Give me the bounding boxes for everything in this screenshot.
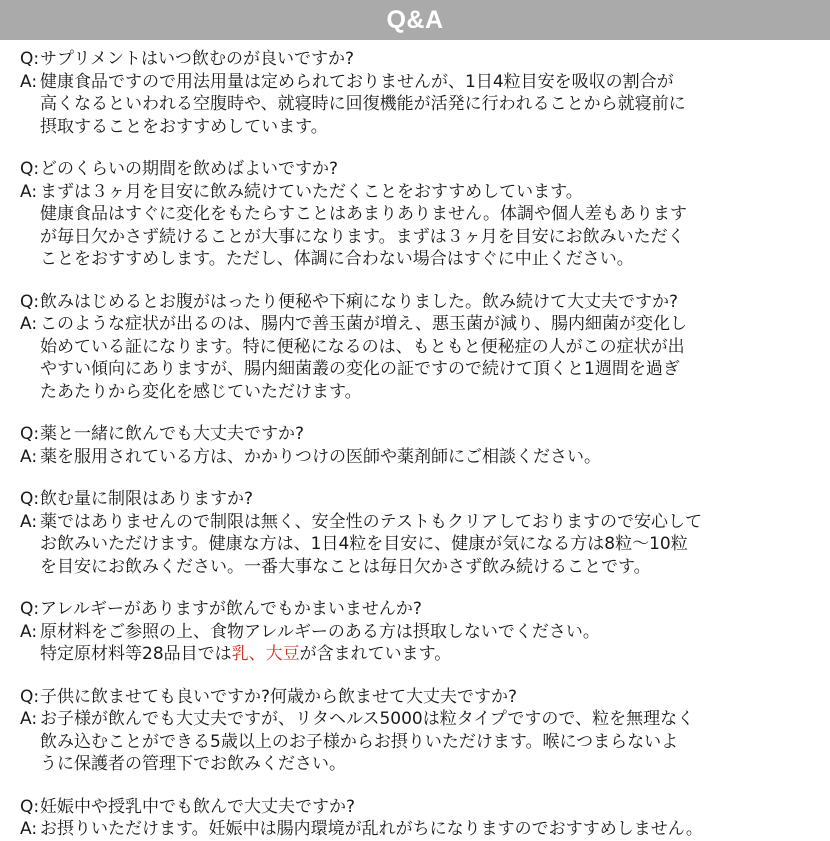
answer-text bbox=[40, 621, 828, 666]
qa-item bbox=[20, 158, 830, 271]
question-row bbox=[20, 158, 830, 181]
answer-line: を目安にお飲みください。一番大事なことは毎日欠かさず飲み続けることです。 bbox=[40, 556, 651, 577]
qa-item bbox=[20, 423, 830, 468]
question-tag: Q: bbox=[20, 489, 40, 509]
answer-row bbox=[20, 313, 830, 403]
question-tag: Q: bbox=[20, 686, 40, 707]
qa-item bbox=[20, 796, 830, 841]
answer-line: 始めている証になります。特に便秘になるのは、もともと便秘症の人がこの症状が出 bbox=[40, 336, 685, 357]
answer-tag: A: bbox=[20, 709, 38, 729]
answer-text bbox=[40, 818, 828, 841]
answer-tag: A: bbox=[20, 511, 38, 532]
page-title: Q&A bbox=[386, 5, 444, 34]
allergen-highlight: 乳、大豆 bbox=[231, 644, 300, 664]
answer-line: ことをおすすめします。ただし、体調に合わない場合はすぐに中止ください。 bbox=[40, 249, 634, 269]
question-text: アレルギーがありますが飲んでもかまいませんか? bbox=[40, 599, 422, 619]
answer-tag: A: bbox=[20, 446, 38, 467]
question-row bbox=[20, 796, 830, 819]
answer-row bbox=[20, 71, 830, 139]
answer-text bbox=[40, 708, 828, 776]
answer-line: 摂取することをおすすめしています。 bbox=[40, 116, 328, 137]
answer-line: 健康食品はすぐに変化をもたらすことはあまりありません。体調や個人差もあります bbox=[40, 204, 688, 224]
question-row bbox=[20, 686, 830, 709]
question-tag: Q: bbox=[20, 796, 40, 817]
answer-row bbox=[20, 818, 830, 841]
answer-line: やすい傾向にありますが、腸内細菌叢の変化の証ですので続けて頂くと1週間を過ぎ bbox=[40, 359, 680, 379]
answer-row bbox=[20, 511, 830, 579]
answer-tag: A: bbox=[20, 621, 38, 642]
answer-line bbox=[40, 643, 828, 666]
answer-text bbox=[40, 511, 828, 579]
answer-tag: A: bbox=[20, 819, 38, 839]
question-tag: Q: bbox=[20, 424, 40, 444]
answer-row bbox=[20, 446, 830, 469]
answer-line: 飲み込むことができる5歳以上のお子様からお摂りいただけます。喉につまらないよ bbox=[40, 731, 679, 752]
answer-line: が毎日欠かさず続けることが大事になります。まずは３ヶ月を目安にお飲みいただく bbox=[40, 226, 685, 247]
answer-line: このような症状が出るのは、腸内で善玉菌が増え、悪玉菌が減り、腸内細菌が変化し bbox=[40, 314, 688, 334]
question-tag: Q: bbox=[20, 159, 40, 179]
qa-item bbox=[20, 686, 830, 776]
answer-text bbox=[40, 181, 828, 271]
qa-header-bar bbox=[0, 0, 830, 40]
question-row bbox=[20, 598, 830, 621]
answer-line: 高くなるといわれる空腹時や、就寝時に回復機能が活発に行われることから就寝前に bbox=[40, 94, 686, 114]
answer-line: 薬ではありませんので制限は無く、安全性のテストもクリアしておりますので安心して bbox=[40, 511, 702, 532]
answer-line: お摂りいただけます。妊娠中は腸内環境が乱れがちになりますのでおすすめしません。 bbox=[40, 819, 703, 839]
answer-text bbox=[40, 446, 828, 469]
question-row bbox=[20, 488, 830, 511]
answer-line-text: が含まれています。 bbox=[299, 644, 452, 664]
answer-line: 薬を服用されている方は、かかりつけの医師や薬剤師にご相談ください。 bbox=[40, 446, 601, 467]
question-text: 妊娠中や授乳中でも飲んで大丈夫ですか? bbox=[40, 796, 356, 817]
answer-line: 健康食品ですので用法用量は定められておりませんが、1日4粒目安を吸収の割合が bbox=[40, 71, 674, 92]
question-text: 飲む量に制限はありますか? bbox=[40, 489, 254, 509]
question-text: サプリメントはいつ飲むのが良いですか? bbox=[40, 49, 355, 69]
question-text: 飲みはじめるとお腹がはったり便秘や下痢になりました。飲み続けて大丈夫ですか? bbox=[40, 291, 679, 312]
answer-tag: A: bbox=[20, 71, 38, 92]
answer-line: うに保護者の管理下でお飲みください。 bbox=[40, 754, 346, 774]
answer-line: お子様が飲んでも大丈夫ですが、リタヘルス5000は粒タイプですので、粒を無理なく bbox=[40, 709, 695, 729]
qa-item bbox=[20, 291, 830, 404]
answer-row bbox=[20, 621, 830, 666]
answer-line-text: 特定原材料等28品目では bbox=[40, 644, 232, 664]
qa-item bbox=[20, 598, 830, 666]
answer-line: まずは３ヶ月を目安に飲み続けていただくことをおすすめしています。 bbox=[40, 181, 583, 202]
question-text: 子供に飲ませても良いですか?何歳から飲ませて大丈夫ですか? bbox=[40, 686, 518, 707]
answer-tag: A: bbox=[20, 181, 38, 202]
answer-line: お飲みいただけます。健康な方は、1日4粒を目安に、健康が気になる方は8粒～10粒 bbox=[40, 534, 688, 554]
qa-list bbox=[0, 40, 830, 841]
question-tag: Q: bbox=[20, 599, 40, 619]
question-row bbox=[20, 291, 830, 314]
answer-text bbox=[40, 313, 828, 403]
question-text: どのくらいの期間を飲めばよいですか? bbox=[40, 159, 339, 179]
answer-line: 原材料をご参照の上、食物アレルギーのある方は摂取しないでください。 bbox=[40, 621, 600, 642]
question-tag: Q: bbox=[20, 49, 40, 69]
question-text: 薬と一緒に飲んでも大丈夫ですか? bbox=[40, 424, 305, 444]
question-row bbox=[20, 48, 830, 71]
question-row bbox=[20, 423, 830, 446]
answer-line: たあたりから変化を感じていただけます。 bbox=[40, 381, 362, 402]
answer-text bbox=[40, 71, 828, 139]
question-tag: Q: bbox=[20, 291, 40, 312]
answer-tag: A: bbox=[20, 314, 38, 334]
answer-row bbox=[20, 708, 830, 776]
answer-row bbox=[20, 181, 830, 271]
qa-item bbox=[20, 488, 830, 578]
qa-item bbox=[20, 48, 830, 138]
